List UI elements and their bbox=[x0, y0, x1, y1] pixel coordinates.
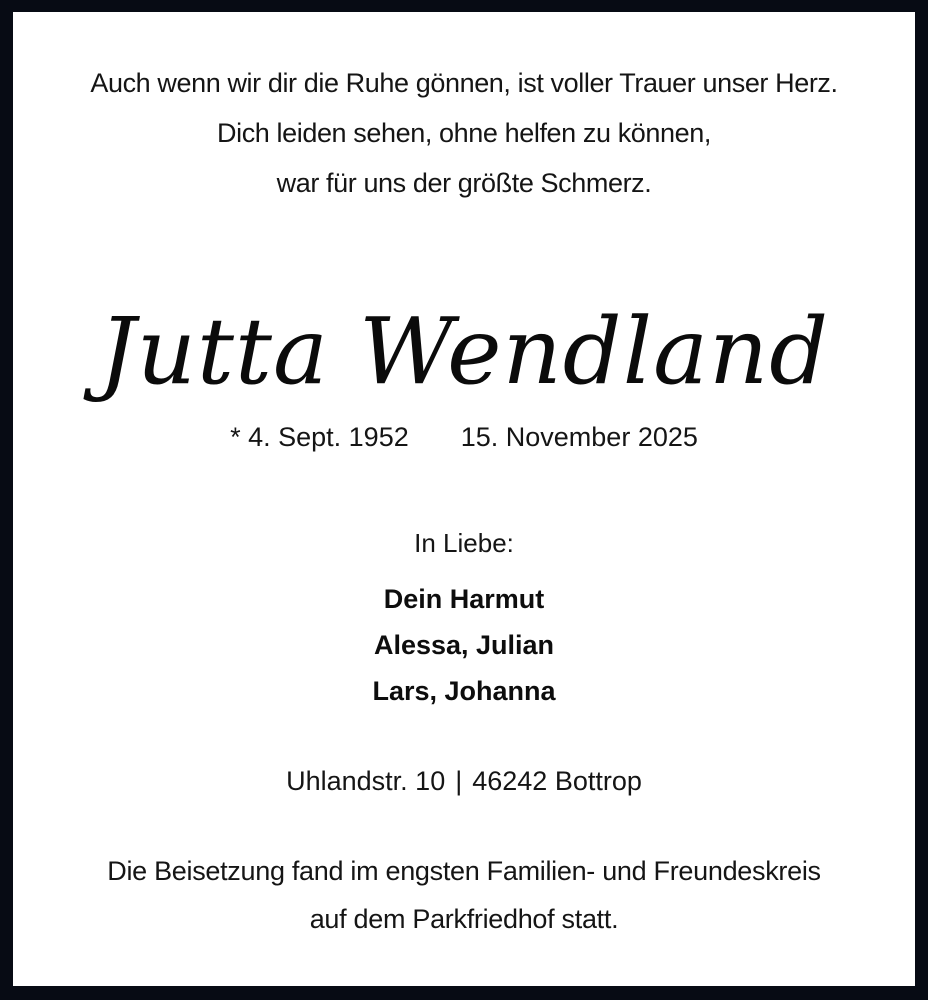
mourners-intro: In Liebe: bbox=[414, 528, 514, 558]
obituary-card bbox=[13, 12, 915, 986]
death-date: 15. November 2025 bbox=[460, 422, 698, 452]
verse-line-1: Auch wenn wir dir die Ruhe gönnen, ist voller Trauer unser Herz. bbox=[90, 68, 838, 98]
closing-line-2: auf dem Parkfriedhof statt. bbox=[309, 904, 619, 934]
mourner-name: Dein Harmut bbox=[383, 584, 545, 614]
verse-line-2: Dich leiden sehen, ohne helfen zu können, bbox=[217, 118, 711, 148]
address-city: 46242 Bottrop bbox=[472, 766, 642, 796]
address bbox=[13, 766, 915, 797]
address-separator: | bbox=[455, 766, 463, 796]
deceased-name: Jutta Wendland bbox=[98, 298, 830, 405]
address-street: Uhlandstr. 10 bbox=[286, 766, 446, 796]
birth-date: * 4. Sept. 1952 bbox=[230, 422, 409, 452]
verse-line-3: war für uns der größte Schmerz. bbox=[276, 168, 652, 198]
mourner-name: Lars, Johanna bbox=[372, 676, 556, 706]
closing-line-1: Die Beisetzung fand im engsten Familien- und Freundeskreis bbox=[107, 856, 821, 886]
mourner-name: Alessa, Julian bbox=[373, 630, 555, 660]
life-dates bbox=[13, 422, 915, 453]
